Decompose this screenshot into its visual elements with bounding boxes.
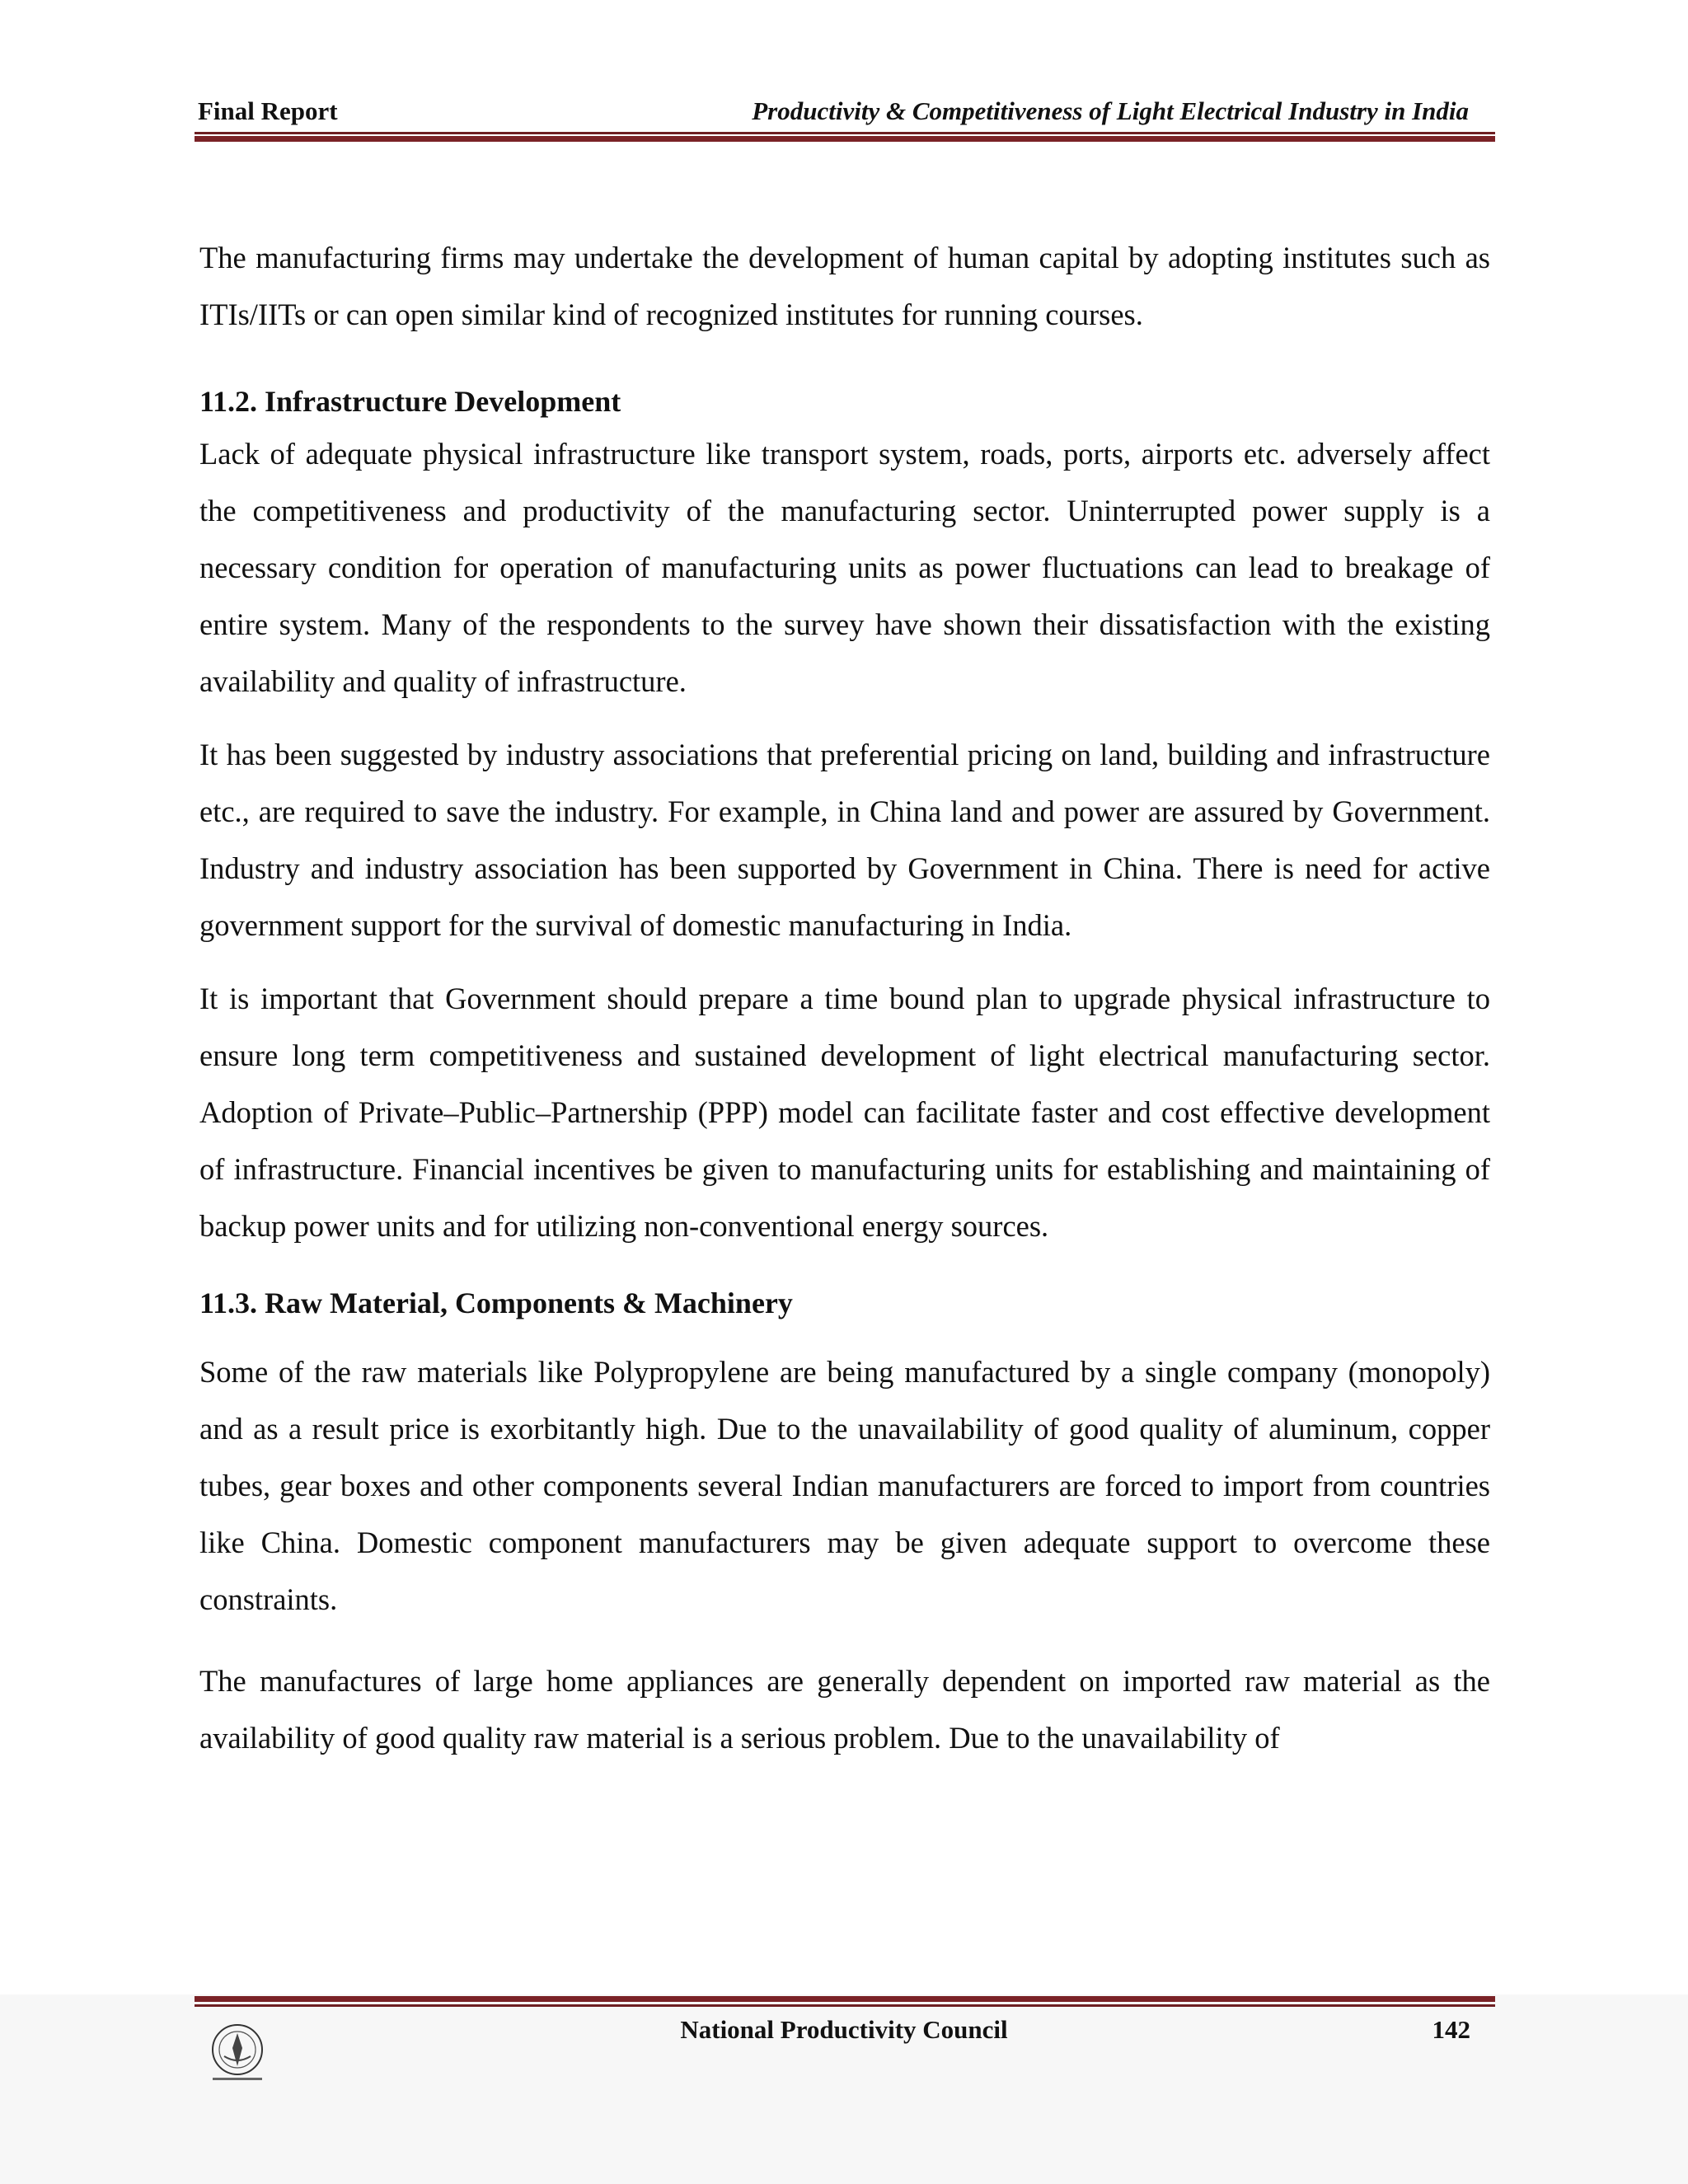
paragraph-government-plan: It is important that Government should prepare a time bound plan to upgrade physical infrastructure to ensure long term competitiveness and sustained development of light electrical manufacturing sector. Adoption of Private–Public–Partnership (PPP) model can facilitate faster and cost effective development of infrastructure. Financial incentives be given to manufacturing units for establishing and maintaining of backup power units and for utilizing non-conventional energy sources. bbox=[199, 982, 1490, 1243]
paragraph-home-appliances: The manufactures of large home appliances are generally dependent on imported raw material as the availability of good quality raw material is a serious problem. Due to the unavailability of bbox=[199, 1664, 1490, 1755]
header-rule-thin bbox=[195, 132, 1495, 134]
footer-page-number: 142 bbox=[1432, 2015, 1470, 2044]
paragraph-human-capital: The manufacturing firms may undertake the development of human capital by adopting institutes such as ITIs/IITs or can open similar kind of recognized institutes for running courses. bbox=[199, 241, 1490, 331]
header-report-label: Final Report bbox=[198, 96, 338, 125]
footer-organization: National Productivity Council bbox=[680, 2015, 1008, 2044]
page-content bbox=[199, 229, 1490, 1766]
paragraph-raw-materials: Some of the raw materials like Polypropylene are being manufactured by a single company (monopoly) and as a result price is exorbitantly high. Due to the unavailability of good quality of aluminum, copper tubes, gear boxes and other components several Indian manufacturers are forced to import from countries like China. Domestic component manufacturers may be given adequate support to overcome these constraints. bbox=[199, 1355, 1490, 1616]
page-header bbox=[198, 96, 1493, 136]
section-heading-infrastructure: 11.2. Infrastructure Development bbox=[199, 385, 621, 418]
paragraph-preferential-pricing: It has been suggested by industry associations that preferential pricing on land, building and infrastructure etc., are required to save the industry. For example, in China land and power are assured by Government. Industry and industry association has been supported by Government in China. There is need for active government support for the survival of domestic manufacturing in India. bbox=[199, 738, 1490, 942]
section-heading-raw-material: 11.3. Raw Material, Components & Machinery bbox=[199, 1286, 793, 1319]
footer-rule-thin bbox=[195, 2004, 1495, 2007]
header-document-title: Productivity & Competitiveness of Light Electrical Industry in India bbox=[752, 96, 1469, 125]
footer-rule-thick bbox=[195, 1996, 1495, 2002]
header-rule-thick bbox=[195, 136, 1495, 142]
paragraph-infrastructure-lack: Lack of adequate physical infrastructure like transport system, roads, ports, airports etc. adversely affect the competitiveness and productivity of the manufacturing sector. Uninterrupted power supply is a necessary condition for operation of manufacturing units as power fluctuations can lead to breakage of entire system. Many of the respondents to the survey have shown their dissatisfaction with the existing availability and quality of infrastructure. bbox=[199, 437, 1490, 698]
